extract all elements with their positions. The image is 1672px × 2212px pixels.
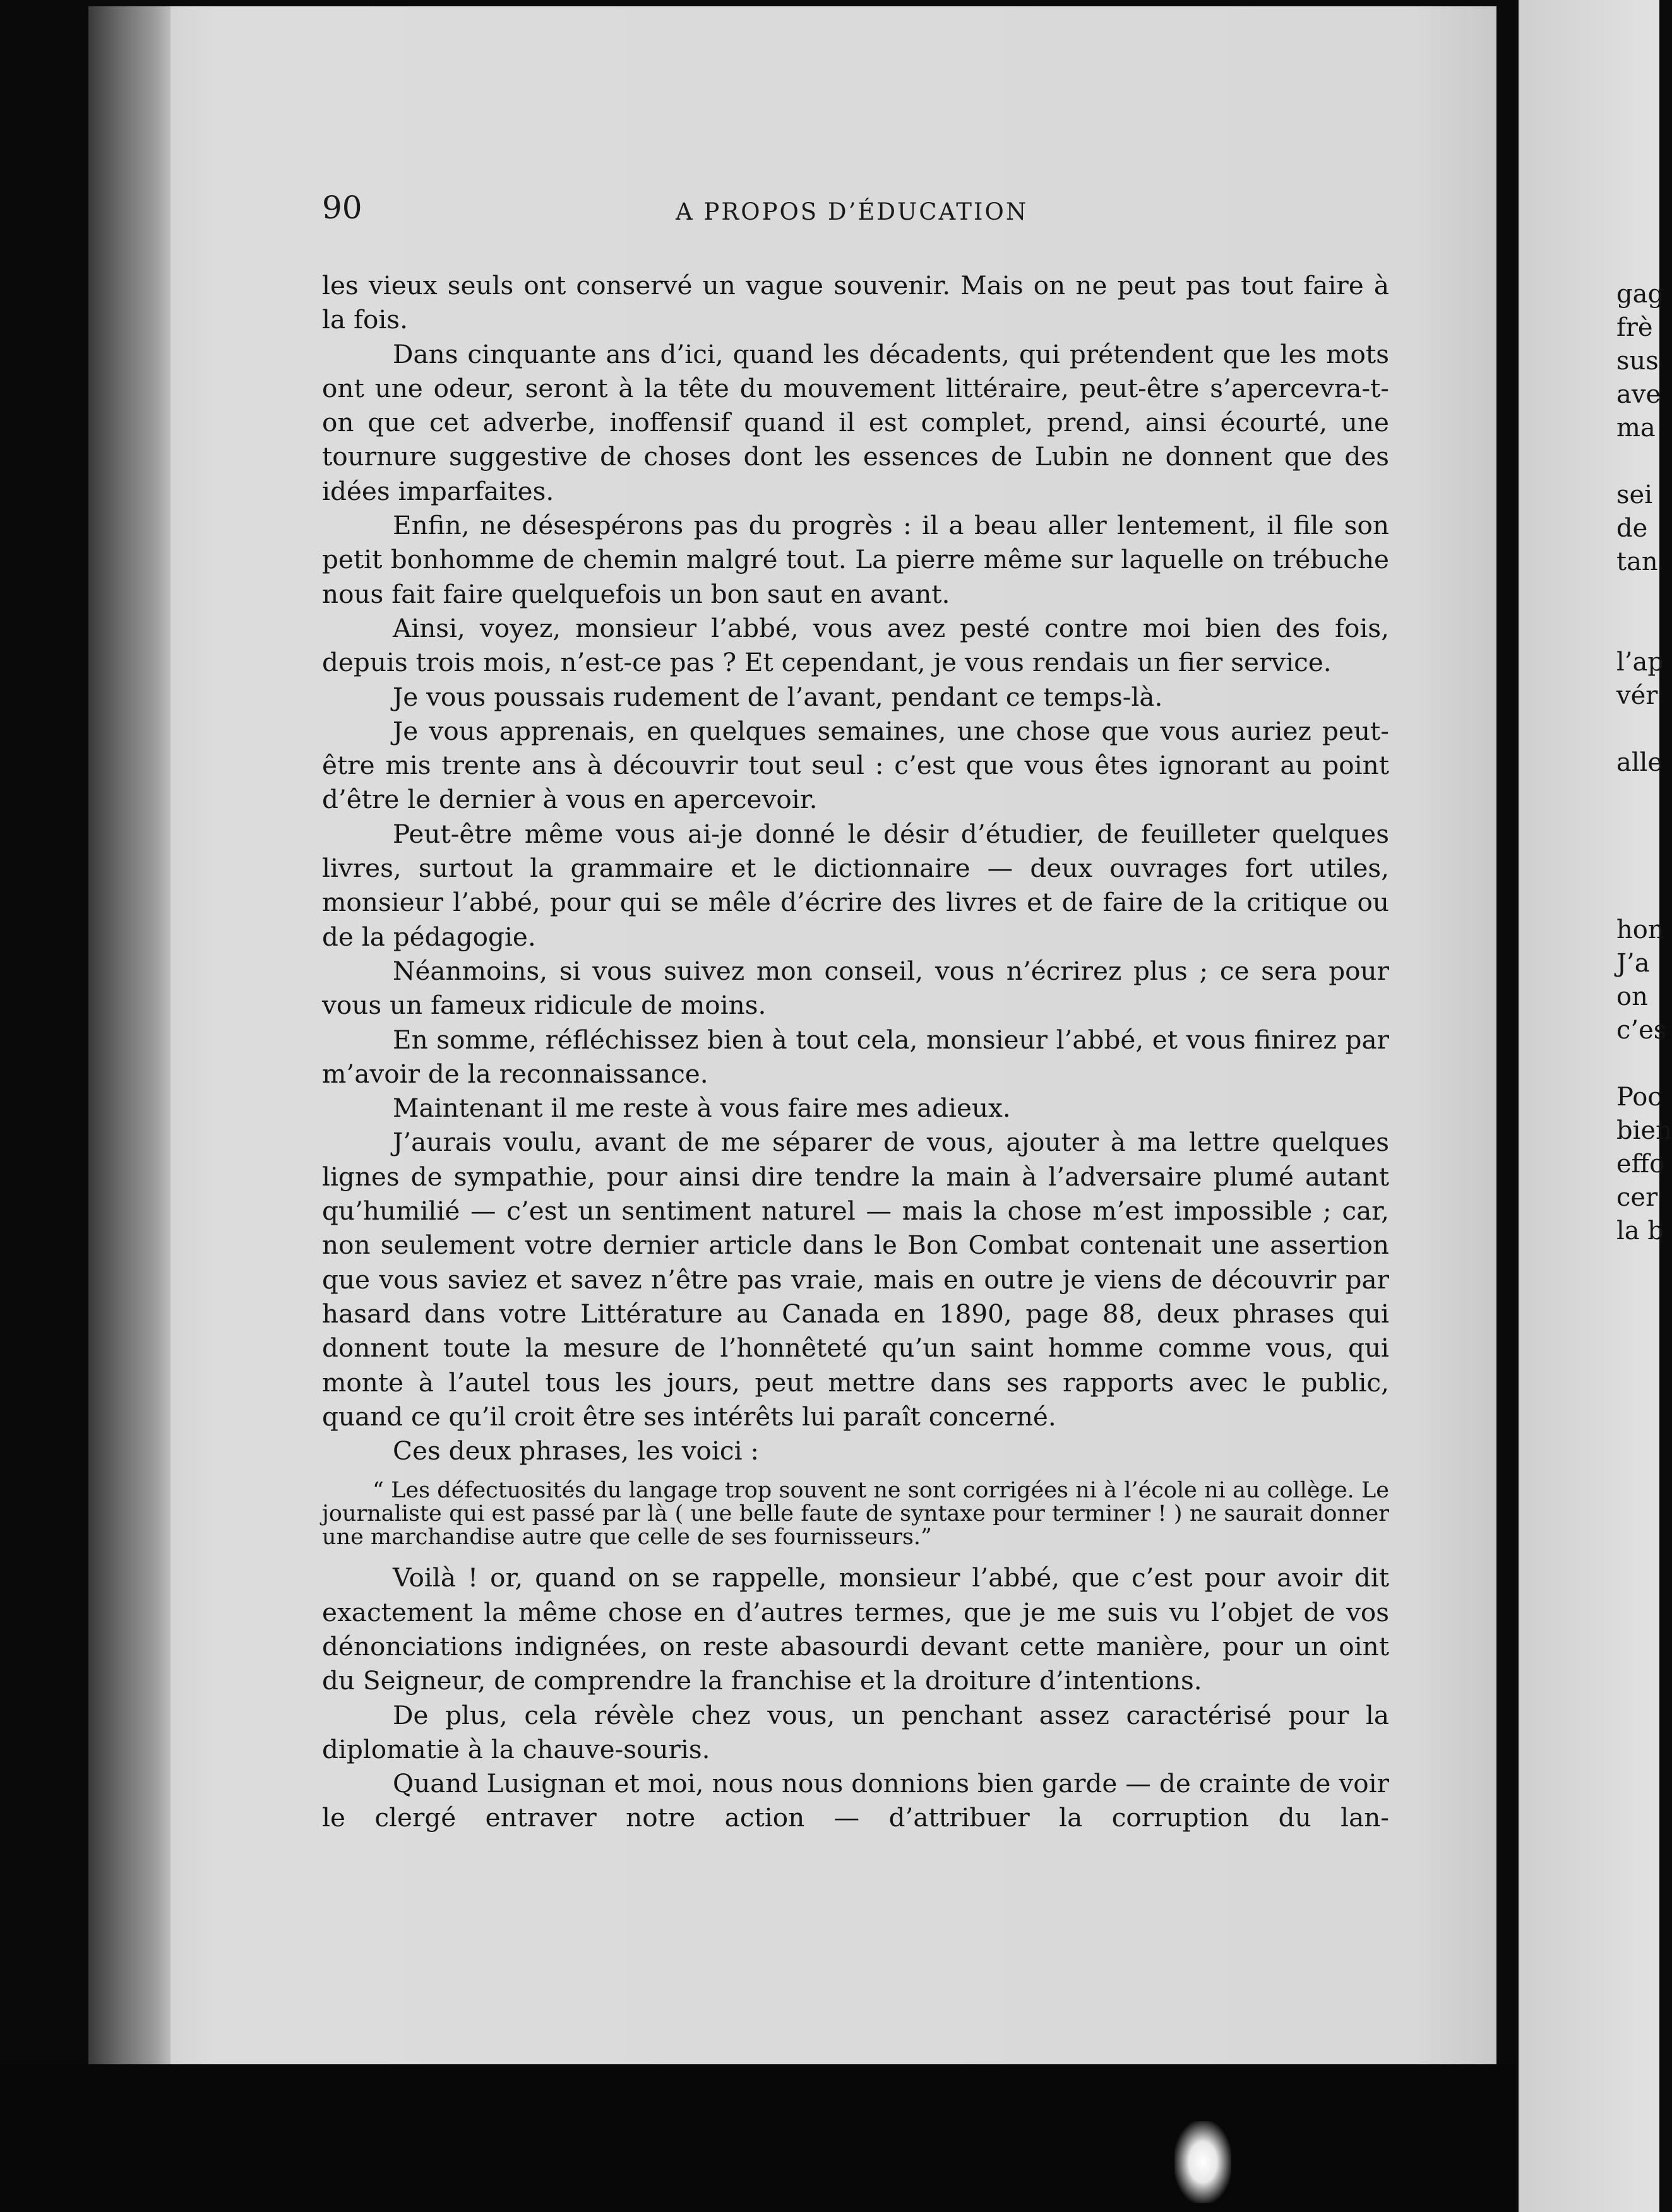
block-quote: “ Les défectuosités du langage trop souvent ne sont corrigées ni à l’école ni au collège. Le journaliste qui est passé par là ( une belle faute de syntaxe pour terminer ! ) ne saurait donner une marchandise autre que celle de ses fournisseurs.”: [322, 1478, 1389, 1550]
book-spine: [88, 6, 170, 2064]
page-body: [322, 268, 1389, 1835]
facing-line: frè: [1616, 313, 1653, 342]
paragraph: Enfin, ne désespérons pas du progrès : il a beau aller lentement, il file son petit bonhomme de chemin malgré tout. La pierre même sur laquelle on trébuche nous fait faire quelquefois un bon saut en avant.: [322, 510, 1389, 609]
paragraph: En somme, réfléchissez bien à tout cela, monsieur l’abbé, et vous finirez par m’avoir de la reconnaissance.: [322, 1024, 1389, 1089]
paragraph: Ces deux phrases, les voici :: [393, 1436, 760, 1466]
facing-line: [1616, 713, 1659, 746]
paragraph: Maintenant il me reste à vous faire mes adieux.: [393, 1093, 1011, 1124]
scan-bottom-border: [0, 2064, 1515, 2212]
facing-line: ave: [1616, 380, 1661, 409]
running-head: A PROPOS D’ÉDUCATION: [676, 198, 1029, 225]
paragraph: De plus, cela révèle chez vous, un penchant assez caractérisé pour la diplomatie à la chauve-souris.: [322, 1699, 1389, 1764]
paragraph: Je vous poussais rudement de l’avant, pendant ce temps-là.: [393, 681, 1163, 712]
facing-line: [1616, 612, 1659, 646]
paragraph: Néanmoins, si vous suivez mon conseil, vous n’écrirez plus ; ce sera pour vous un fameux ridicule de moins.: [322, 955, 1389, 1021]
light-glare: [1174, 2121, 1231, 2203]
facing-line: effo: [1616, 1150, 1665, 1179]
paragraph: Voilà ! or, quand on se rappelle, monsieur l’abbé, que c’est pour avoir dit exactement la même chose en d’autres termes, que je me suis vu l’objet de vos dénonciations indignées, on reste abasourdi devant cette manière, pour un oint du Seigneur, de comprendre la franchise et la droiture d’intentions.: [322, 1562, 1389, 1696]
facing-line: gag: [1616, 280, 1664, 309]
facing-line: de: [1616, 514, 1648, 543]
paragraph: Quand Lusignan et moi, nous nous donnions bien garde — de crainte de voir le clergé entraver notre action — d’attribuer la corruption du lan-: [322, 1768, 1389, 1833]
paragraph: Dans cinquante ans d’ici, quand les décadents, qui prétendent que les mots ont une odeur, seront à la tête du mouvement littéraire, peut-être s’apercevra-t-on que cet adverbe, inoffensif quand il est complet, prend, ainsi écourté, une tournure suggestive de choses dont les essences de Lubin ne donnent que des idées imparfaites.: [322, 338, 1389, 506]
facing-line: tan: [1616, 547, 1658, 576]
facing-line: sei: [1616, 480, 1652, 509]
facing-line: [1616, 579, 1659, 612]
facing-page-text: [1616, 278, 1672, 1248]
page-header: [322, 189, 1389, 240]
facing-line: cer: [1616, 1183, 1658, 1212]
facing-line: [1616, 813, 1659, 847]
paragraph: les vieux seuls ont conservé un vague souvenir. Mais on ne peut pas tout faire à la fois.: [322, 270, 1389, 335]
facing-line: c’es: [1616, 1016, 1667, 1045]
facing-line: J’a: [1616, 949, 1650, 978]
paragraph: Peut-être même vous ai-je donné le désir d’étudier, de feuilleter quelques livres, surtout la grammaire et le dictionnaire — deux ouvrages fort utiles, monsieur l’abbé, pour qui se mêle d’écrire des livres et de faire de la critique ou de la pédagogie.: [322, 818, 1389, 952]
facing-line: bien: [1616, 1116, 1672, 1145]
facing-line: ma: [1616, 413, 1656, 443]
paragraph: J’aurais voulu, avant de me séparer de vous, ajouter à ma lettre quelques lignes de sympathie, pour ainsi dire tendre la main à l’adversaire plumé autant qu’humilié — c’est un sentiment naturel — mais la chose m’est impossible ; car, non seulement votre dernier article dans le Bon Combat contenait une assertion que vous saviez et savez n’être pas vraie, mais en outre je viens de découvrir par hasard dans votre Littérature au Canada en 1890, page 88, deux phrases qui donnent toute la mesure de l’honnêteté qu’un saint homme comme vous, qui monte à l’autel tous les jours, peut mettre dans ses rapports avec le public, quand ce qu’il croit être ses intérêts lui paraît concerné.: [322, 1127, 1389, 1432]
facing-line: on: [1616, 982, 1648, 1011]
facing-line: [1616, 445, 1659, 479]
facing-line: vér: [1616, 681, 1658, 710]
facing-line: hon: [1616, 915, 1664, 944]
facing-line: Poc: [1616, 1083, 1662, 1112]
facing-line: [1616, 880, 1659, 913]
facing-line: [1616, 1047, 1659, 1081]
paragraph: Je vous apprenais, en quelques semaines, une chose que vous auriez peut-être mis trente ans à découvrir tout seul : c’est que vous êtes ignorant au point d’être le dernier à vous en apercevoir.: [322, 715, 1389, 815]
facing-line: alle: [1616, 748, 1663, 777]
paragraph: Ainsi, voyez, monsieur l’abbé, vous avez pesté contre moi bien des fois, depuis trois mois, n’est-ce pas ? Et cependant, je vous rendais un fier service.: [322, 612, 1389, 678]
page-number: 90: [322, 189, 362, 226]
facing-line: l’ap: [1616, 648, 1664, 677]
facing-line: la b: [1616, 1216, 1664, 1246]
facing-line: [1616, 780, 1659, 813]
facing-line: sus: [1616, 347, 1659, 376]
facing-line: [1616, 847, 1659, 880]
